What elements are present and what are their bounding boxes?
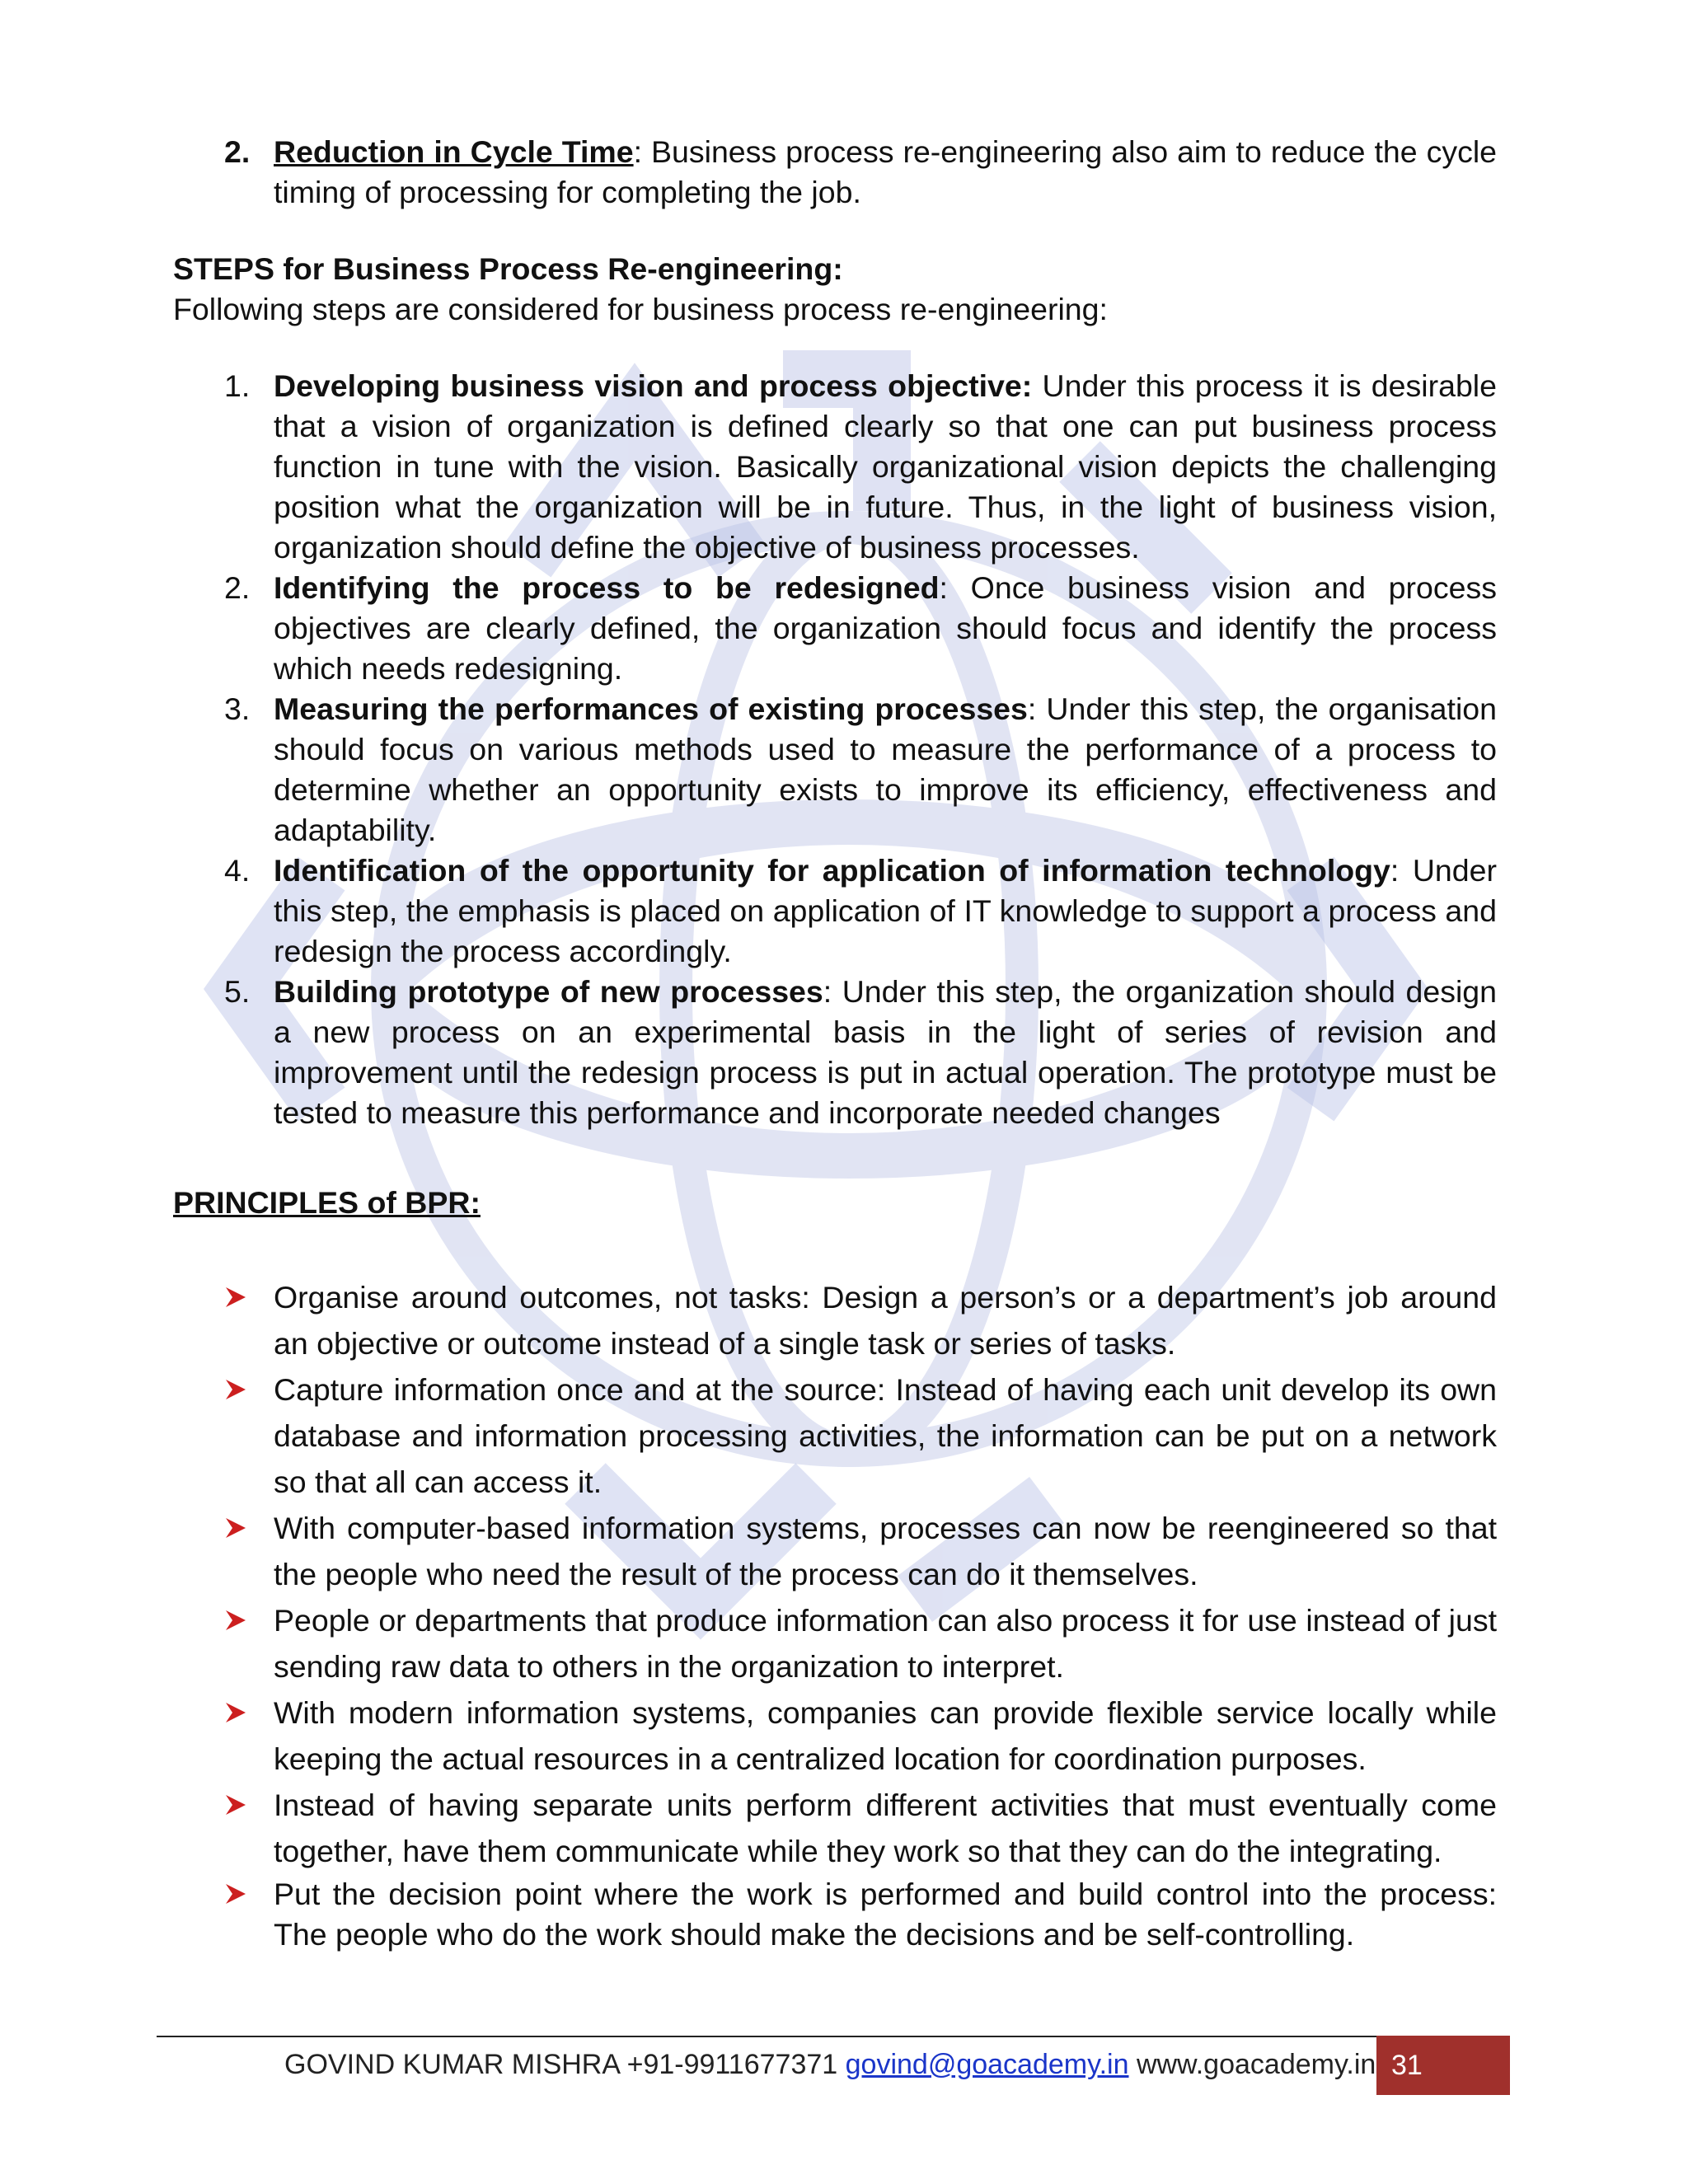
arrow-bullet-icon xyxy=(224,1516,247,1540)
steps-list xyxy=(173,366,1497,1133)
step-term: Building prototype of new processes xyxy=(274,974,823,1009)
step-term: Measuring the performances of existing processes xyxy=(274,691,1028,726)
step-term: Developing business vision and process objective: xyxy=(274,368,1033,403)
step-number: 1. xyxy=(224,368,251,403)
footer-contact xyxy=(284,2046,1376,2083)
principle-text: With computer-based information systems, processes can now be reengineered so that the people who need the result of the process can do it themselves. xyxy=(274,1511,1497,1591)
step-text: : Under this step, the organization should design a new process on an experimental basis in the light of series of revision and improvement until the redesign process is put in actual operation. The prototype must be tested to measure this performance and incorporate needed changes xyxy=(274,974,1497,1130)
principles-list xyxy=(173,1274,1497,1955)
arrow-bullet-icon xyxy=(224,1701,247,1724)
principle-text: People or departments that produce information can also process it for use instead of just sending raw data to others in the organization to interpret. xyxy=(274,1603,1497,1684)
step-item-3 xyxy=(173,689,1497,851)
footer-website: www.goacademy.in xyxy=(1128,2049,1376,2080)
arrow-bullet-icon xyxy=(224,1793,247,1816)
principle-text: Instead of having separate units perform different activities that must eventually come together, have them communicate while they work so that they can do the integrating. xyxy=(274,1788,1497,1868)
step-term: Identifying the process to be redesigned xyxy=(274,570,940,605)
step-number: 4. xyxy=(224,853,251,888)
step-text: : Under this step, the organisation should focus on various methods used to measure the performance of a process to determine whether an opportunity exists to improve its efficiency, effectiveness and adaptability. xyxy=(274,691,1497,847)
step-text: : Under this step, the emphasis is placed on application of IT knowledge to support a process and redesign the process accordingly. xyxy=(274,853,1497,968)
arrow-bullet-icon xyxy=(224,1286,247,1309)
footer-divider xyxy=(157,2036,1508,2037)
steps-intro: Following steps are considered for business process re-engineering: xyxy=(173,292,1108,326)
step-item-2 xyxy=(173,568,1497,689)
step-number: 3. xyxy=(224,691,251,726)
footer-name-phone: GOVIND KUMAR MISHRA +91-9911677371 xyxy=(284,2049,846,2080)
principle-text: Organise around outcomes, not tasks: Design a person’s or a department’s job around an objective or outcome instead of a single task or series of tasks. xyxy=(274,1280,1497,1361)
principle-text: Put the decision point where the work is performed and build control into the process: The people who do the work should make the decisions and be self-controlling. xyxy=(274,1877,1497,1952)
principle-item xyxy=(173,1597,1497,1690)
principle-item xyxy=(173,1505,1497,1597)
list-item-text: : Business process re-engineering also aim to reduce the cycle timing of processing for completing the job. xyxy=(274,134,1498,209)
principles-heading: PRINCIPLES of BPR: xyxy=(173,1185,481,1220)
steps-heading: STEPS for Business Process Re-engineering: xyxy=(173,251,843,286)
arrow-bullet-icon xyxy=(224,1882,247,1905)
continued-list-item xyxy=(173,132,1497,213)
principle-item xyxy=(173,1874,1497,1955)
principle-text: With modern information systems, companies can provide flexible service locally while keeping the actual resources in a centralized location for coordination purposes. xyxy=(274,1695,1497,1776)
arrow-bullet-icon xyxy=(224,1609,247,1632)
footer-email-link[interactable]: govind@goacademy.in xyxy=(845,2049,1129,2080)
step-number: 5. xyxy=(224,974,251,1009)
principle-text: Capture information once and at the source: Instead of having each unit develop its own database and information processing activities, the information can be put on a network so that all can access it. xyxy=(274,1372,1497,1499)
principle-item xyxy=(173,1274,1497,1366)
step-item-5 xyxy=(173,972,1497,1133)
step-item-4 xyxy=(173,851,1497,972)
list-item-number: 2. xyxy=(224,134,251,169)
step-term: Identification of the opportunity for application of information technology xyxy=(274,853,1390,888)
arrow-bullet-icon xyxy=(224,1378,247,1401)
list-item-term: Reduction in Cycle Time xyxy=(274,134,634,169)
step-item-1 xyxy=(173,366,1497,568)
step-text: : Once business vision and process objectives are clearly defined, the organization should focus and identify the process which needs redesigning. xyxy=(274,570,1497,686)
step-text: Under this process it is desirable that a vision of organization is defined clearly so that one can put business process function in tune with the vision. Basically organizational vision depicts the challenging position what the organization will be in future. Thus, in the light of business vision, organization should define the objective of business processes. xyxy=(274,368,1497,565)
page-number-badge: 31 xyxy=(1376,2036,1510,2095)
page-content xyxy=(173,132,1497,1955)
principle-item xyxy=(173,1366,1497,1505)
principle-item xyxy=(173,1782,1497,1874)
principle-item xyxy=(173,1690,1497,1782)
step-number: 2. xyxy=(224,570,251,605)
